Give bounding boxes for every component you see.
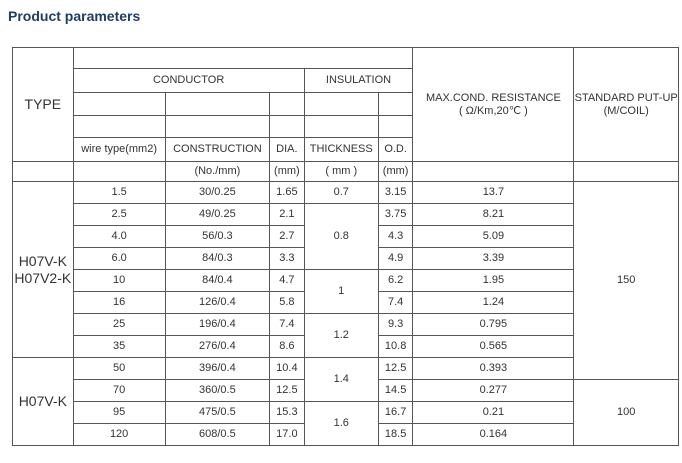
resistance-cell: 0.277	[413, 380, 574, 402]
type-group-cell: H07V-K H07V2-K	[13, 182, 74, 358]
od-cell: 14.5	[378, 380, 413, 402]
wire-type-cell: 16	[73, 292, 165, 314]
header-blank-cell	[304, 93, 378, 116]
dia-cell: 4.7	[270, 270, 304, 292]
od-cell: 12.5	[378, 358, 413, 380]
dia-cell: 2.1	[270, 204, 304, 226]
wire-type-cell: 4.0	[73, 226, 165, 248]
conductor-header: CONDUCTOR	[73, 69, 304, 93]
construction-cell: 475/0.5	[165, 402, 270, 424]
od-cell: 9.3	[378, 314, 413, 336]
thickness-cell: 0.7	[304, 182, 378, 204]
construction-cell: 126/0.4	[165, 292, 270, 314]
put-up-unit-blank	[574, 162, 679, 182]
type-header: TYPE	[13, 48, 74, 162]
resistance-cell: 0.565	[413, 336, 574, 358]
construction-cell: 196/0.4	[165, 314, 270, 336]
od-cell: 18.5	[378, 424, 413, 446]
resistance-cell: 1.24	[413, 292, 574, 314]
header-blank-cell	[270, 116, 304, 138]
resistance-cell: 3.39	[413, 248, 574, 270]
resistance-cell: 0.795	[413, 314, 574, 336]
dia-header: DIA.	[270, 138, 304, 162]
put-up-cell: 150	[574, 182, 679, 380]
table-row	[13, 182, 679, 204]
max-resistance-label: MAX.COND. RESISTANCE	[425, 91, 561, 104]
construction-cell: 56/0.3	[165, 226, 270, 248]
thickness-cell: 1.4	[304, 358, 378, 402]
header-blank-cell	[73, 93, 165, 116]
parameters-table	[12, 47, 679, 446]
od-cell: 4.3	[378, 226, 413, 248]
wire-type-cell: 35	[73, 336, 165, 358]
od-cell: 4.9	[378, 248, 413, 270]
thickness-cell: 0.8	[304, 204, 378, 270]
header-blank-cell	[165, 93, 270, 116]
standard-put-up-header: STANDARD PUT-UP (M/COIL)	[574, 48, 679, 162]
dia-cell: 17.0	[270, 424, 304, 446]
wire-type-header: wire type(mm2)	[73, 138, 165, 162]
dia-cell: 2.7	[270, 226, 304, 248]
resistance-cell: 13.7	[413, 182, 574, 204]
od-cell: 16.7	[378, 402, 413, 424]
construction-header: CONSTRUCTION	[165, 138, 270, 162]
od-unit: (mm)	[378, 162, 413, 182]
dia-cell: 10.4	[270, 358, 304, 380]
put-up-cell: 100	[574, 380, 679, 446]
resistance-cell: 0.164	[413, 424, 574, 446]
wire-type-unit-blank	[73, 162, 165, 182]
page-title: Product parameters	[8, 8, 141, 24]
wire-type-cell: 50	[73, 358, 165, 380]
wire-type-cell: 120	[73, 424, 165, 446]
type-group-cell: H07V-K	[13, 358, 74, 446]
dia-unit: (mm)	[270, 162, 304, 182]
construction-cell: 360/0.5	[165, 380, 270, 402]
od-cell: 3.15	[378, 182, 413, 204]
header-blank-top	[73, 48, 413, 69]
dia-cell: 7.4	[270, 314, 304, 336]
resistance-cell: 8.21	[413, 204, 574, 226]
insulation-header: INSULATION	[304, 69, 413, 93]
resistance-cell: 1.95	[413, 270, 574, 292]
header-blank-cell	[304, 116, 378, 138]
od-cell: 7.4	[378, 292, 413, 314]
dia-cell: 12.5	[270, 380, 304, 402]
wire-type-cell: 1.5	[73, 182, 165, 204]
max-resistance-header	[413, 48, 574, 162]
header-blank-cell	[165, 116, 270, 138]
construction-cell: 30/0.25	[165, 182, 270, 204]
resistance-cell: 0.393	[413, 358, 574, 380]
thickness-cell: 1.6	[304, 402, 378, 446]
thickness-cell: 1	[304, 270, 378, 314]
thickness-unit: ( mm )	[304, 162, 378, 182]
wire-type-cell: 2.5	[73, 204, 165, 226]
max-resistance-unit: ( Ω/Km,20℃ )	[458, 104, 528, 117]
type-unit-blank	[13, 162, 74, 182]
od-cell: 3.75	[378, 204, 413, 226]
wire-type-cell: 70	[73, 380, 165, 402]
header-blank-cell	[378, 116, 413, 138]
dia-cell: 1.65	[270, 182, 304, 204]
resistance-cell: 0.21	[413, 402, 574, 424]
dia-cell: 15.3	[270, 402, 304, 424]
dia-cell: 5.8	[270, 292, 304, 314]
construction-cell: 84/0.3	[165, 248, 270, 270]
construction-cell: 608/0.5	[165, 424, 270, 446]
header-blank-cell	[270, 93, 304, 116]
od-header: O.D.	[378, 138, 413, 162]
thickness-header: THICKNESS	[304, 138, 378, 162]
resistance-cell: 5.09	[413, 226, 574, 248]
construction-unit: (No./mm)	[165, 162, 270, 182]
wire-type-cell: 10	[73, 270, 165, 292]
construction-cell: 84/0.4	[165, 270, 270, 292]
thickness-cell: 1.2	[304, 314, 378, 358]
dia-cell: 3.3	[270, 248, 304, 270]
resistance-unit-blank	[413, 162, 574, 182]
header-row-units	[13, 162, 679, 182]
wire-type-cell: 95	[73, 402, 165, 424]
wire-type-cell: 6.0	[73, 248, 165, 270]
construction-cell: 396/0.4	[165, 358, 270, 380]
construction-cell: 49/0.25	[165, 204, 270, 226]
od-cell: 6.2	[378, 270, 413, 292]
header-row-blank-1	[13, 48, 679, 69]
header-blank-cell	[73, 116, 165, 138]
header-blank-cell	[378, 93, 413, 116]
wire-type-cell: 25	[73, 314, 165, 336]
dia-cell: 8.6	[270, 336, 304, 358]
construction-cell: 276/0.4	[165, 336, 270, 358]
od-cell: 10.8	[378, 336, 413, 358]
parameters-table-frame	[12, 47, 679, 446]
